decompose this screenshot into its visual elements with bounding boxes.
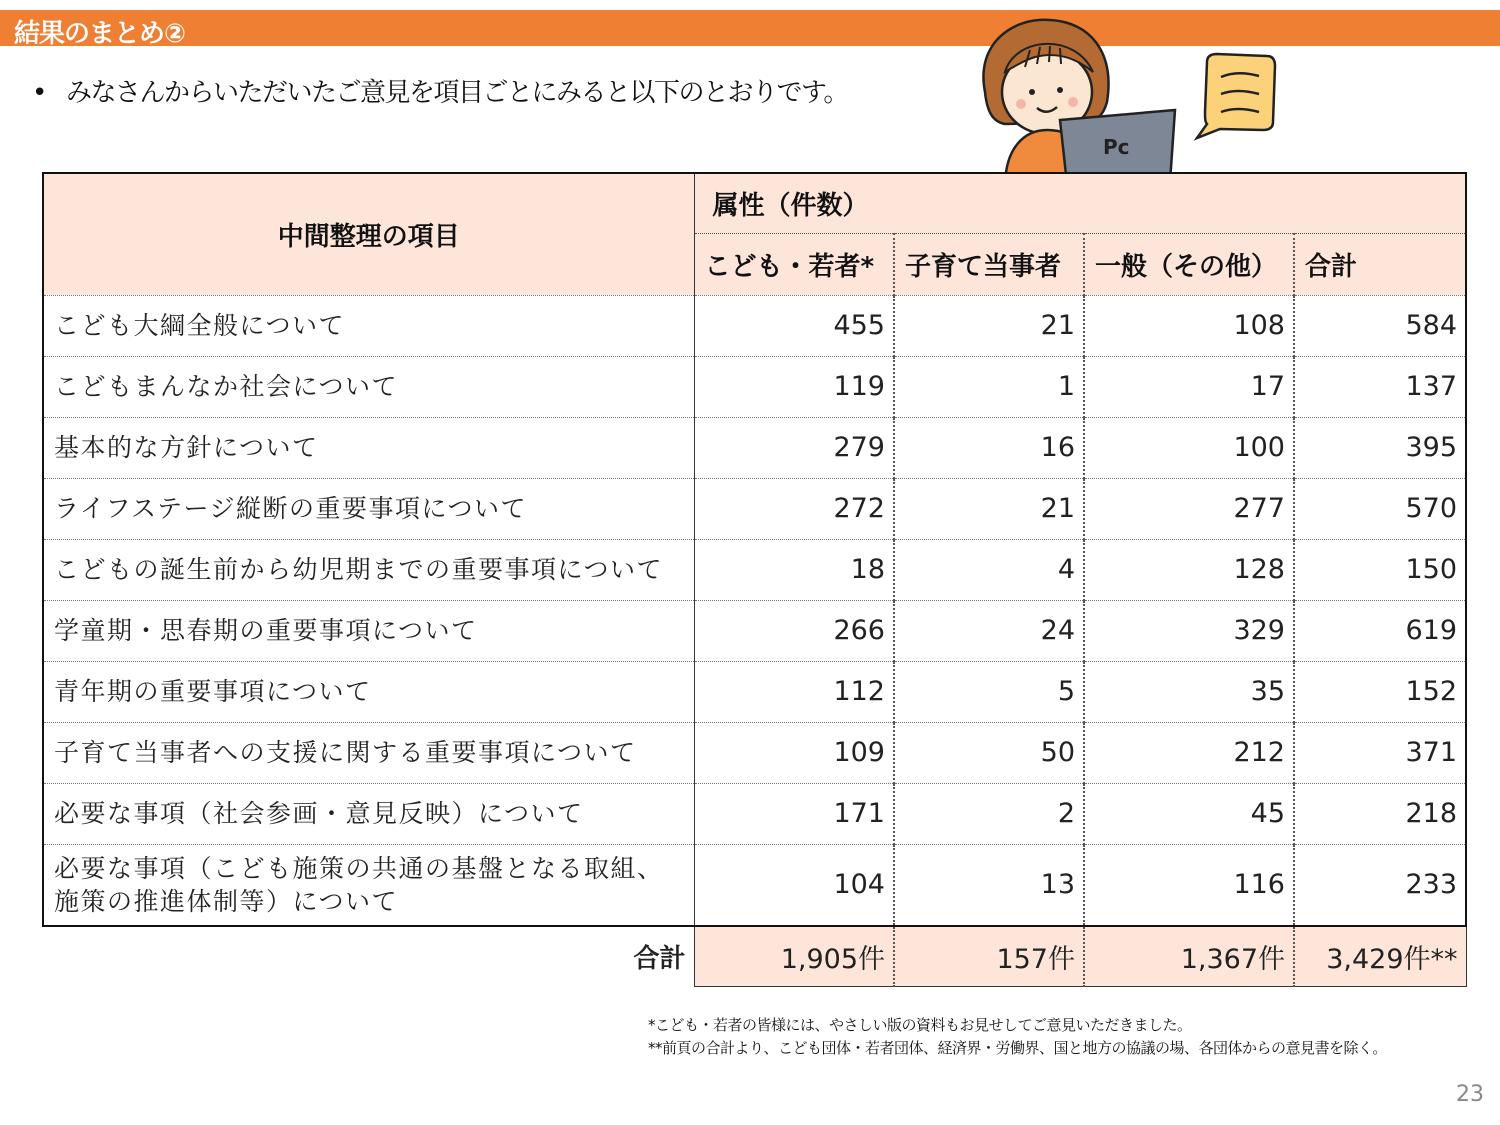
total-row xyxy=(43,926,1466,986)
table-row xyxy=(43,844,1466,926)
cell-value: 4 xyxy=(894,539,1084,600)
cell-value: 584 xyxy=(1294,295,1466,356)
footnotes xyxy=(648,1014,1387,1060)
cell-value: 21 xyxy=(894,478,1084,539)
row-item: ライフステージ縦断の重要事項について xyxy=(43,478,694,539)
speech-bubble-icon xyxy=(1197,54,1275,138)
table-row xyxy=(43,600,1466,661)
cell-value: 152 xyxy=(1294,661,1466,722)
cell-value: 277 xyxy=(1084,478,1294,539)
person-with-laptop-icon xyxy=(975,12,1295,192)
cell-value: 112 xyxy=(694,661,894,722)
cell-value: 233 xyxy=(1294,844,1466,926)
cell-value: 128 xyxy=(1084,539,1294,600)
cell-value: 100 xyxy=(1084,417,1294,478)
page-title: 結果のまとめ② xyxy=(14,19,186,49)
table-row xyxy=(43,722,1466,783)
cell-value: 266 xyxy=(694,600,894,661)
cell-value: 45 xyxy=(1084,783,1294,844)
table-row xyxy=(43,539,1466,600)
laptop-label: Pc xyxy=(1103,135,1130,159)
cell-value: 21 xyxy=(894,295,1084,356)
cell-value: 104 xyxy=(694,844,894,926)
cell-value: 35 xyxy=(1084,661,1294,722)
cell-value: 395 xyxy=(1294,417,1466,478)
cell-value: 1 xyxy=(894,356,1084,417)
row-item-line: 必要な事項（こども施策の共通の基盤となる取組、 xyxy=(54,853,664,883)
cell-value: 50 xyxy=(894,722,1084,783)
cell-value: 137 xyxy=(1294,356,1466,417)
row-item: 必要な事項（社会参画・意見反映）について xyxy=(43,783,694,844)
column-header: 子育て当事者 xyxy=(894,233,1084,295)
table-row xyxy=(43,356,1466,417)
total-label: 合計 xyxy=(43,926,694,986)
intro-sentence: みなさんからいただいたご意見を項目ごとにみると以下のとおりです。 xyxy=(66,78,848,108)
row-item-line: 施策の推進体制等）について xyxy=(54,886,399,916)
cell-value: 619 xyxy=(1294,600,1466,661)
cell-value: 279 xyxy=(694,417,894,478)
table-row xyxy=(43,661,1466,722)
cell-value: 17 xyxy=(1084,356,1294,417)
column-header: 合計 xyxy=(1294,233,1466,295)
cell-value: 119 xyxy=(694,356,894,417)
footnote: *こども・若者の皆様には、やさしい版の資料もお見せしてご意見いただきました。 xyxy=(648,1016,1192,1034)
page-number: 23 xyxy=(1456,1082,1484,1107)
row-item: 基本的な方針について xyxy=(43,417,694,478)
cell-value: 171 xyxy=(694,783,894,844)
row-item: 子育て当事者への支援に関する重要事項について xyxy=(43,722,694,783)
cell-value: 329 xyxy=(1084,600,1294,661)
cell-value: 150 xyxy=(1294,539,1466,600)
opinion-count-table xyxy=(42,172,1467,987)
cell-value: 218 xyxy=(1294,783,1466,844)
cell-value: 570 xyxy=(1294,478,1466,539)
cell-value: 455 xyxy=(694,295,894,356)
total-value: 157件 xyxy=(894,926,1084,986)
cell-value: 5 xyxy=(894,661,1084,722)
row-item xyxy=(43,844,694,926)
column-header: 一般（その他） xyxy=(1084,233,1294,295)
row-item: こども大綱全般について xyxy=(43,295,694,356)
cell-value: 2 xyxy=(894,783,1084,844)
cell-value: 371 xyxy=(1294,722,1466,783)
table-row xyxy=(43,783,1466,844)
cell-value: 272 xyxy=(694,478,894,539)
row-item: こどもまんなか社会について xyxy=(43,356,694,417)
item-header: 中間整理の項目 xyxy=(43,173,694,295)
table-row xyxy=(43,295,1466,356)
intro-text xyxy=(32,72,848,109)
total-value: 1,367件 xyxy=(1084,926,1294,986)
row-item: 学童期・思春期の重要事項について xyxy=(43,600,694,661)
row-item: こどもの誕生前から幼児期までの重要事項について xyxy=(43,539,694,600)
cell-value: 13 xyxy=(894,844,1084,926)
cell-value: 108 xyxy=(1084,295,1294,356)
cell-value: 212 xyxy=(1084,722,1294,783)
table-row xyxy=(43,478,1466,539)
table-row xyxy=(43,417,1466,478)
total-value: 1,905件 xyxy=(694,926,894,986)
total-value: 3,429件** xyxy=(1294,926,1466,986)
cell-value: 18 xyxy=(694,539,894,600)
column-header: こども・若者* xyxy=(694,233,894,295)
cell-value: 109 xyxy=(694,722,894,783)
bullet-marker: • xyxy=(32,78,46,108)
cell-value: 16 xyxy=(894,417,1084,478)
row-item: 青年期の重要事項について xyxy=(43,661,694,722)
footnote: **前頁の合計より、こども団体・若者団体、経済界・労働界、国と地方の協議の場、各団体からの意見書を除く。 xyxy=(648,1039,1387,1057)
cell-value: 24 xyxy=(894,600,1084,661)
group-header: 属性（件数） xyxy=(694,173,1466,233)
cell-value: 116 xyxy=(1084,844,1294,926)
